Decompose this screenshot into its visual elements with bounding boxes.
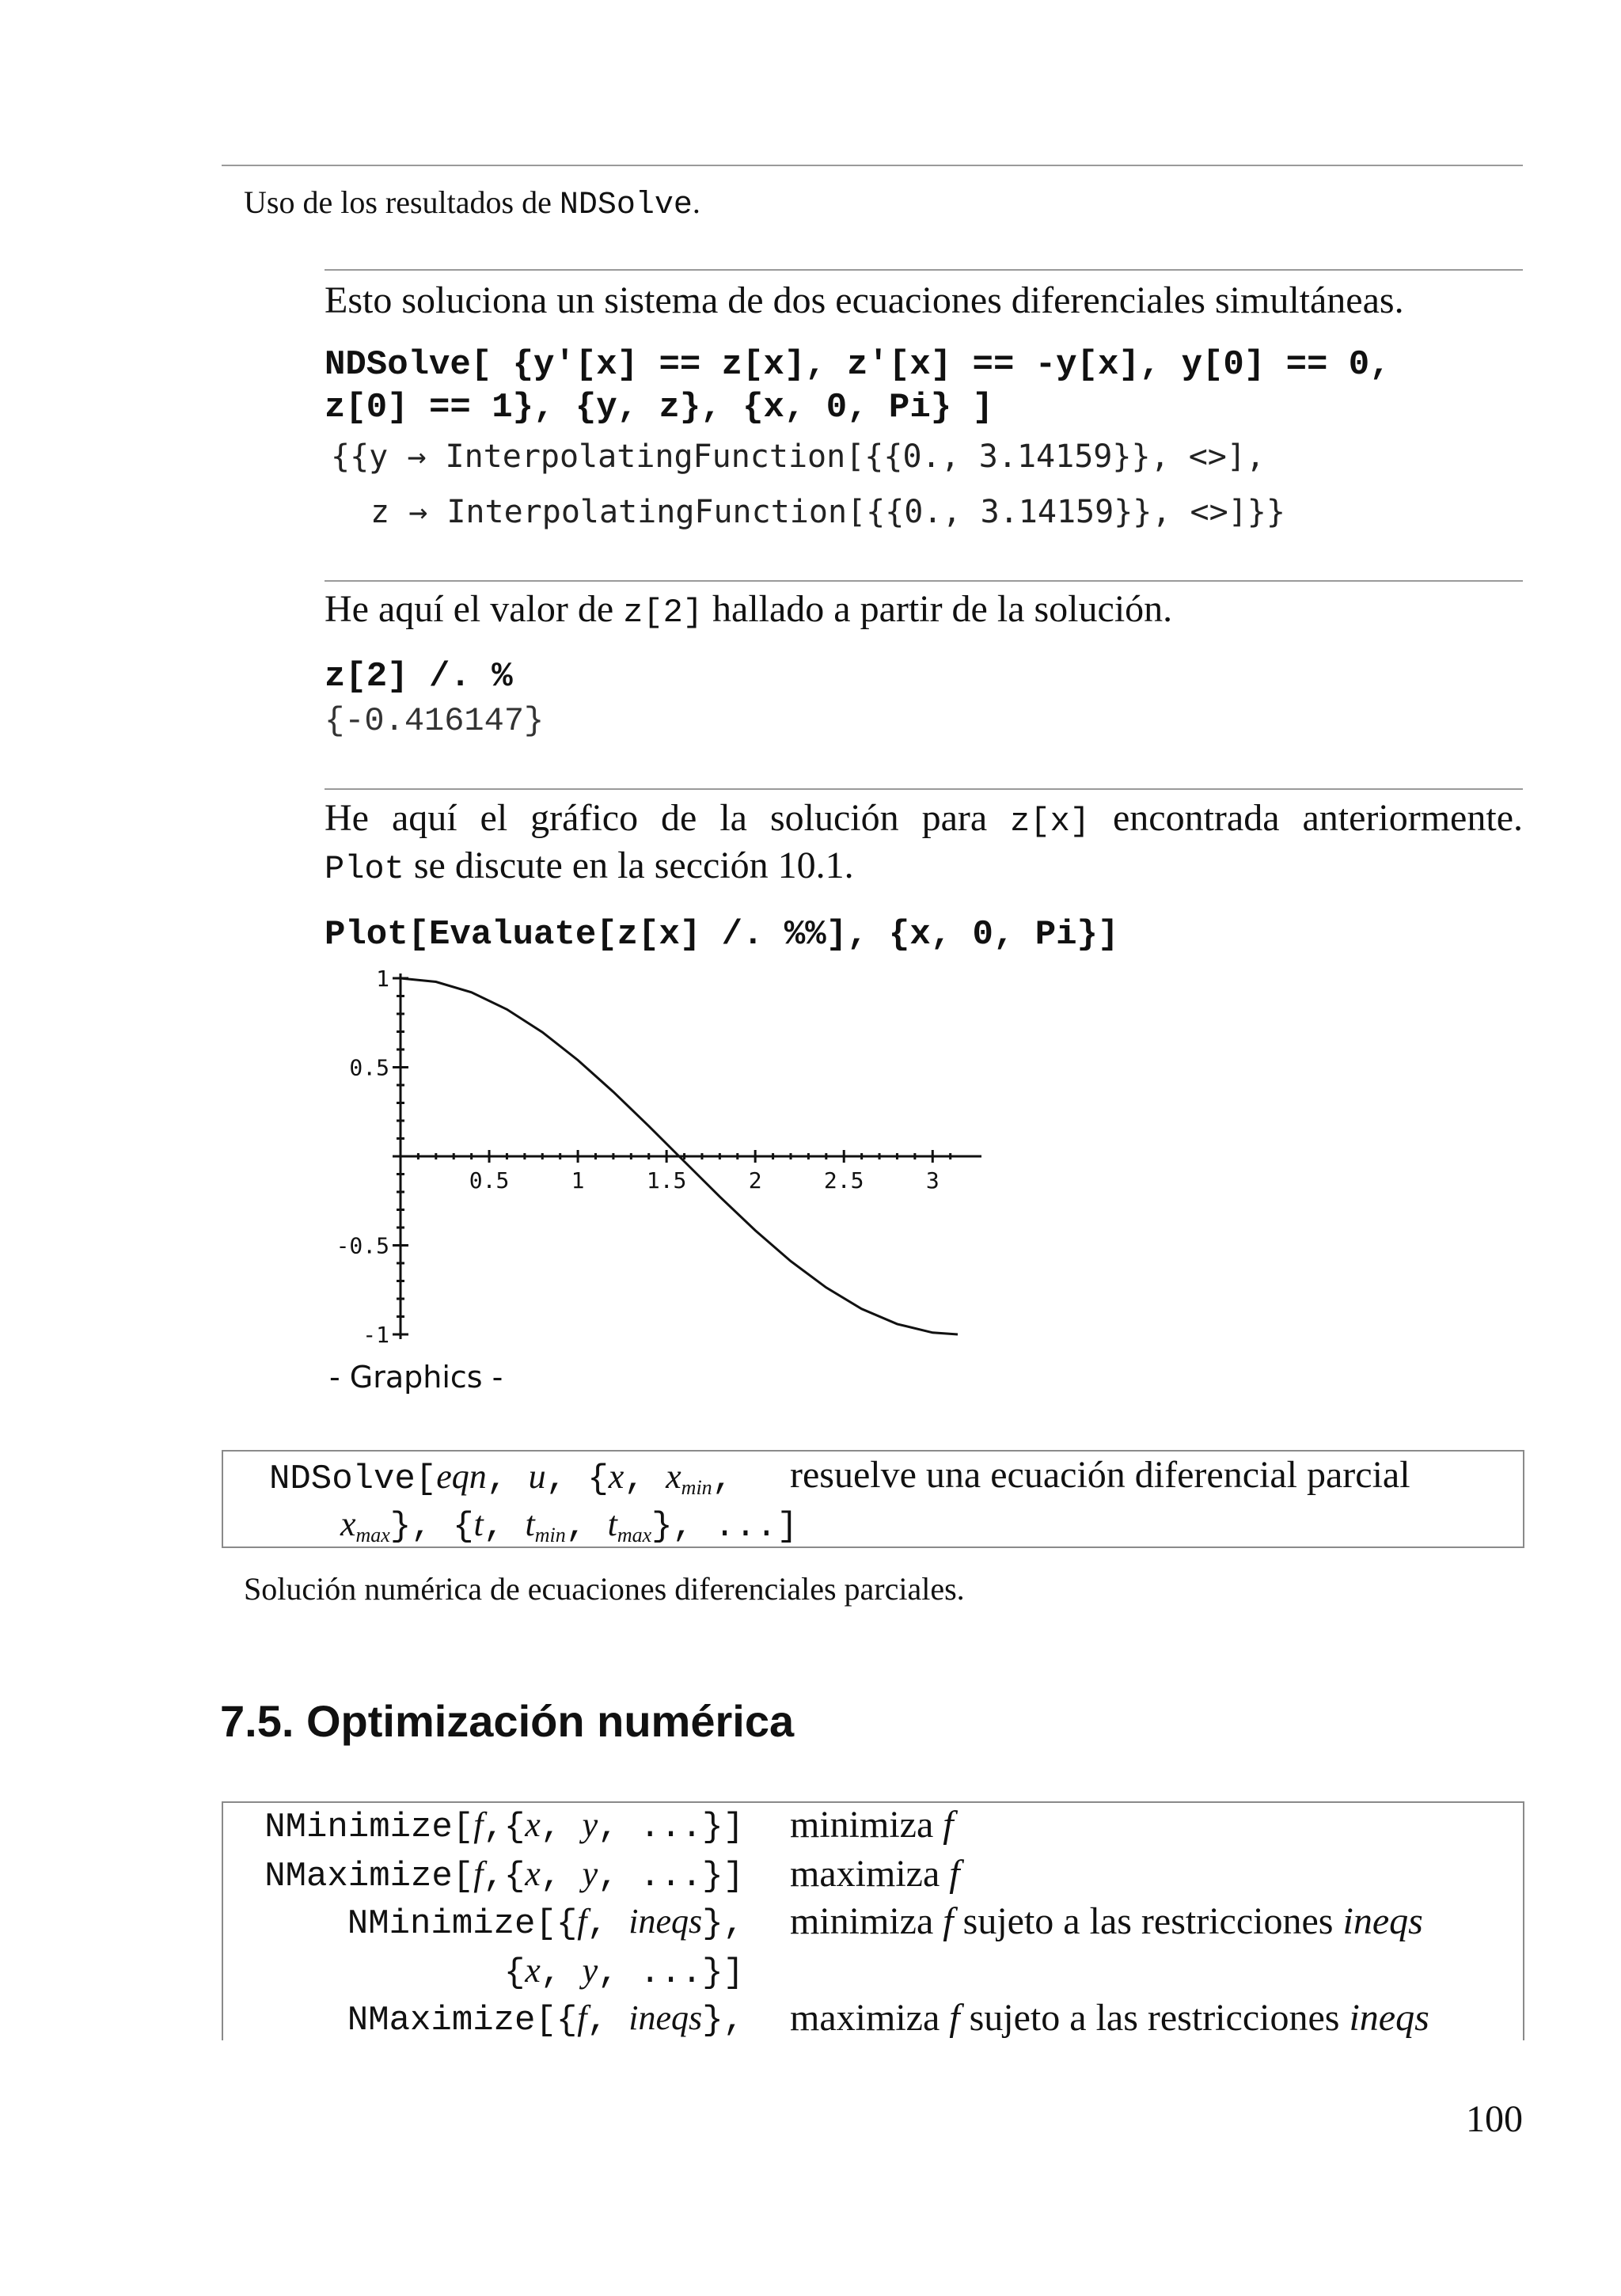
block1-output-line1: {{y → InterpolatingFunction[{{0., 3.14159}}, <>], xyxy=(331,438,1266,475)
plot-axes xyxy=(393,973,981,1339)
y-tick-label: 1 xyxy=(376,966,389,992)
block1-input-line2: z[0] == 1}, {y, z}, {x, 0, Pi} ] xyxy=(325,388,993,427)
block1-rule xyxy=(325,269,1523,271)
x-tick-label: 1.5 xyxy=(646,1167,687,1194)
table2-row3-function-line2: {x, y, ...}] xyxy=(503,1951,744,1993)
table2-row1-description: minimiza f xyxy=(790,1804,954,1846)
table1-function-line2: $x_{max}$}, {t, $t_{min}$, $t_{max}$}, ...] xyxy=(340,1505,798,1546)
table2-row4-function: NMaximize[{f, ineqs}, xyxy=(347,1998,744,2040)
block3-description-line1: He aquí el gráfico de la solución para z[x] encontrada anteriormente. xyxy=(325,797,1524,841)
table2-row4-description: maximiza f sujeto a las restricciones ineqs xyxy=(790,1997,1429,2039)
section-heading: 7.5. Optimización numérica xyxy=(220,1696,795,1746)
graphics-label: - Graphics - xyxy=(329,1360,503,1395)
block1-output-line2: z → InterpolatingFunction[{{0., 3.14159}}, <>]}} xyxy=(370,494,1285,530)
table2-row1-function: NMinimize[f,{x, y, ...}] xyxy=(264,1805,744,1847)
table1-caption: Solución numérica de ecuaciones diferenciales parciales. xyxy=(244,1571,965,1607)
y-tick-label: -1 xyxy=(363,1322,389,1348)
block2-rule xyxy=(325,580,1523,582)
block2-description: He aquí el valor de z[2] hallado a partir de la solución. xyxy=(325,588,1173,632)
table2-row3-description: minimiza f sujeto a las restricciones ineqs xyxy=(790,1900,1423,1942)
y-tick-label: 0.5 xyxy=(349,1054,389,1081)
table2-row2-function: NMaximize[f,{x, y, ...}] xyxy=(264,1854,744,1896)
top-rule xyxy=(222,165,1523,166)
table2-row2-description: maximiza f xyxy=(790,1853,960,1895)
block1-description: Esto soluciona un sistema de dos ecuaciones diferenciales simultáneas. xyxy=(325,279,1404,321)
block3-rule xyxy=(325,788,1523,790)
block2-output: {-0.416147} xyxy=(325,702,545,740)
plot-chart xyxy=(317,958,1013,1401)
block1-input-line1: NDSolve[ {y'[x] == z[x], z'[x] == -y[x], y[0] == 0, xyxy=(325,345,1391,385)
block2-input: z[2] /. % xyxy=(325,657,513,696)
x-tick-label: 2.5 xyxy=(823,1167,864,1194)
page-number: 100 xyxy=(1466,2098,1523,2140)
table1-function-line1: NDSolve[eqn, u, {x, $x_{min}$, xyxy=(269,1457,734,1499)
x-tick-label: 2 xyxy=(748,1167,762,1194)
x-tick-label: 3 xyxy=(925,1167,940,1194)
header-caption: Uso de los resultados de NDSolve. xyxy=(244,184,700,223)
table1-description: resuelve una ecuación diferencial parcial xyxy=(790,1454,1410,1496)
table2-row3-function-line1: NMinimize[{f, ineqs}, xyxy=(347,1902,744,1944)
x-tick-label: 1 xyxy=(571,1167,585,1194)
x-tick-label: 0.5 xyxy=(469,1167,510,1194)
block3-input: Plot[Evaluate[z[x] /. %%], {x, 0, Pi}] xyxy=(325,915,1119,954)
block3-description-line2: Plot se discute en la sección 10.1. xyxy=(325,844,854,888)
y-tick-label: -0.5 xyxy=(336,1232,389,1259)
